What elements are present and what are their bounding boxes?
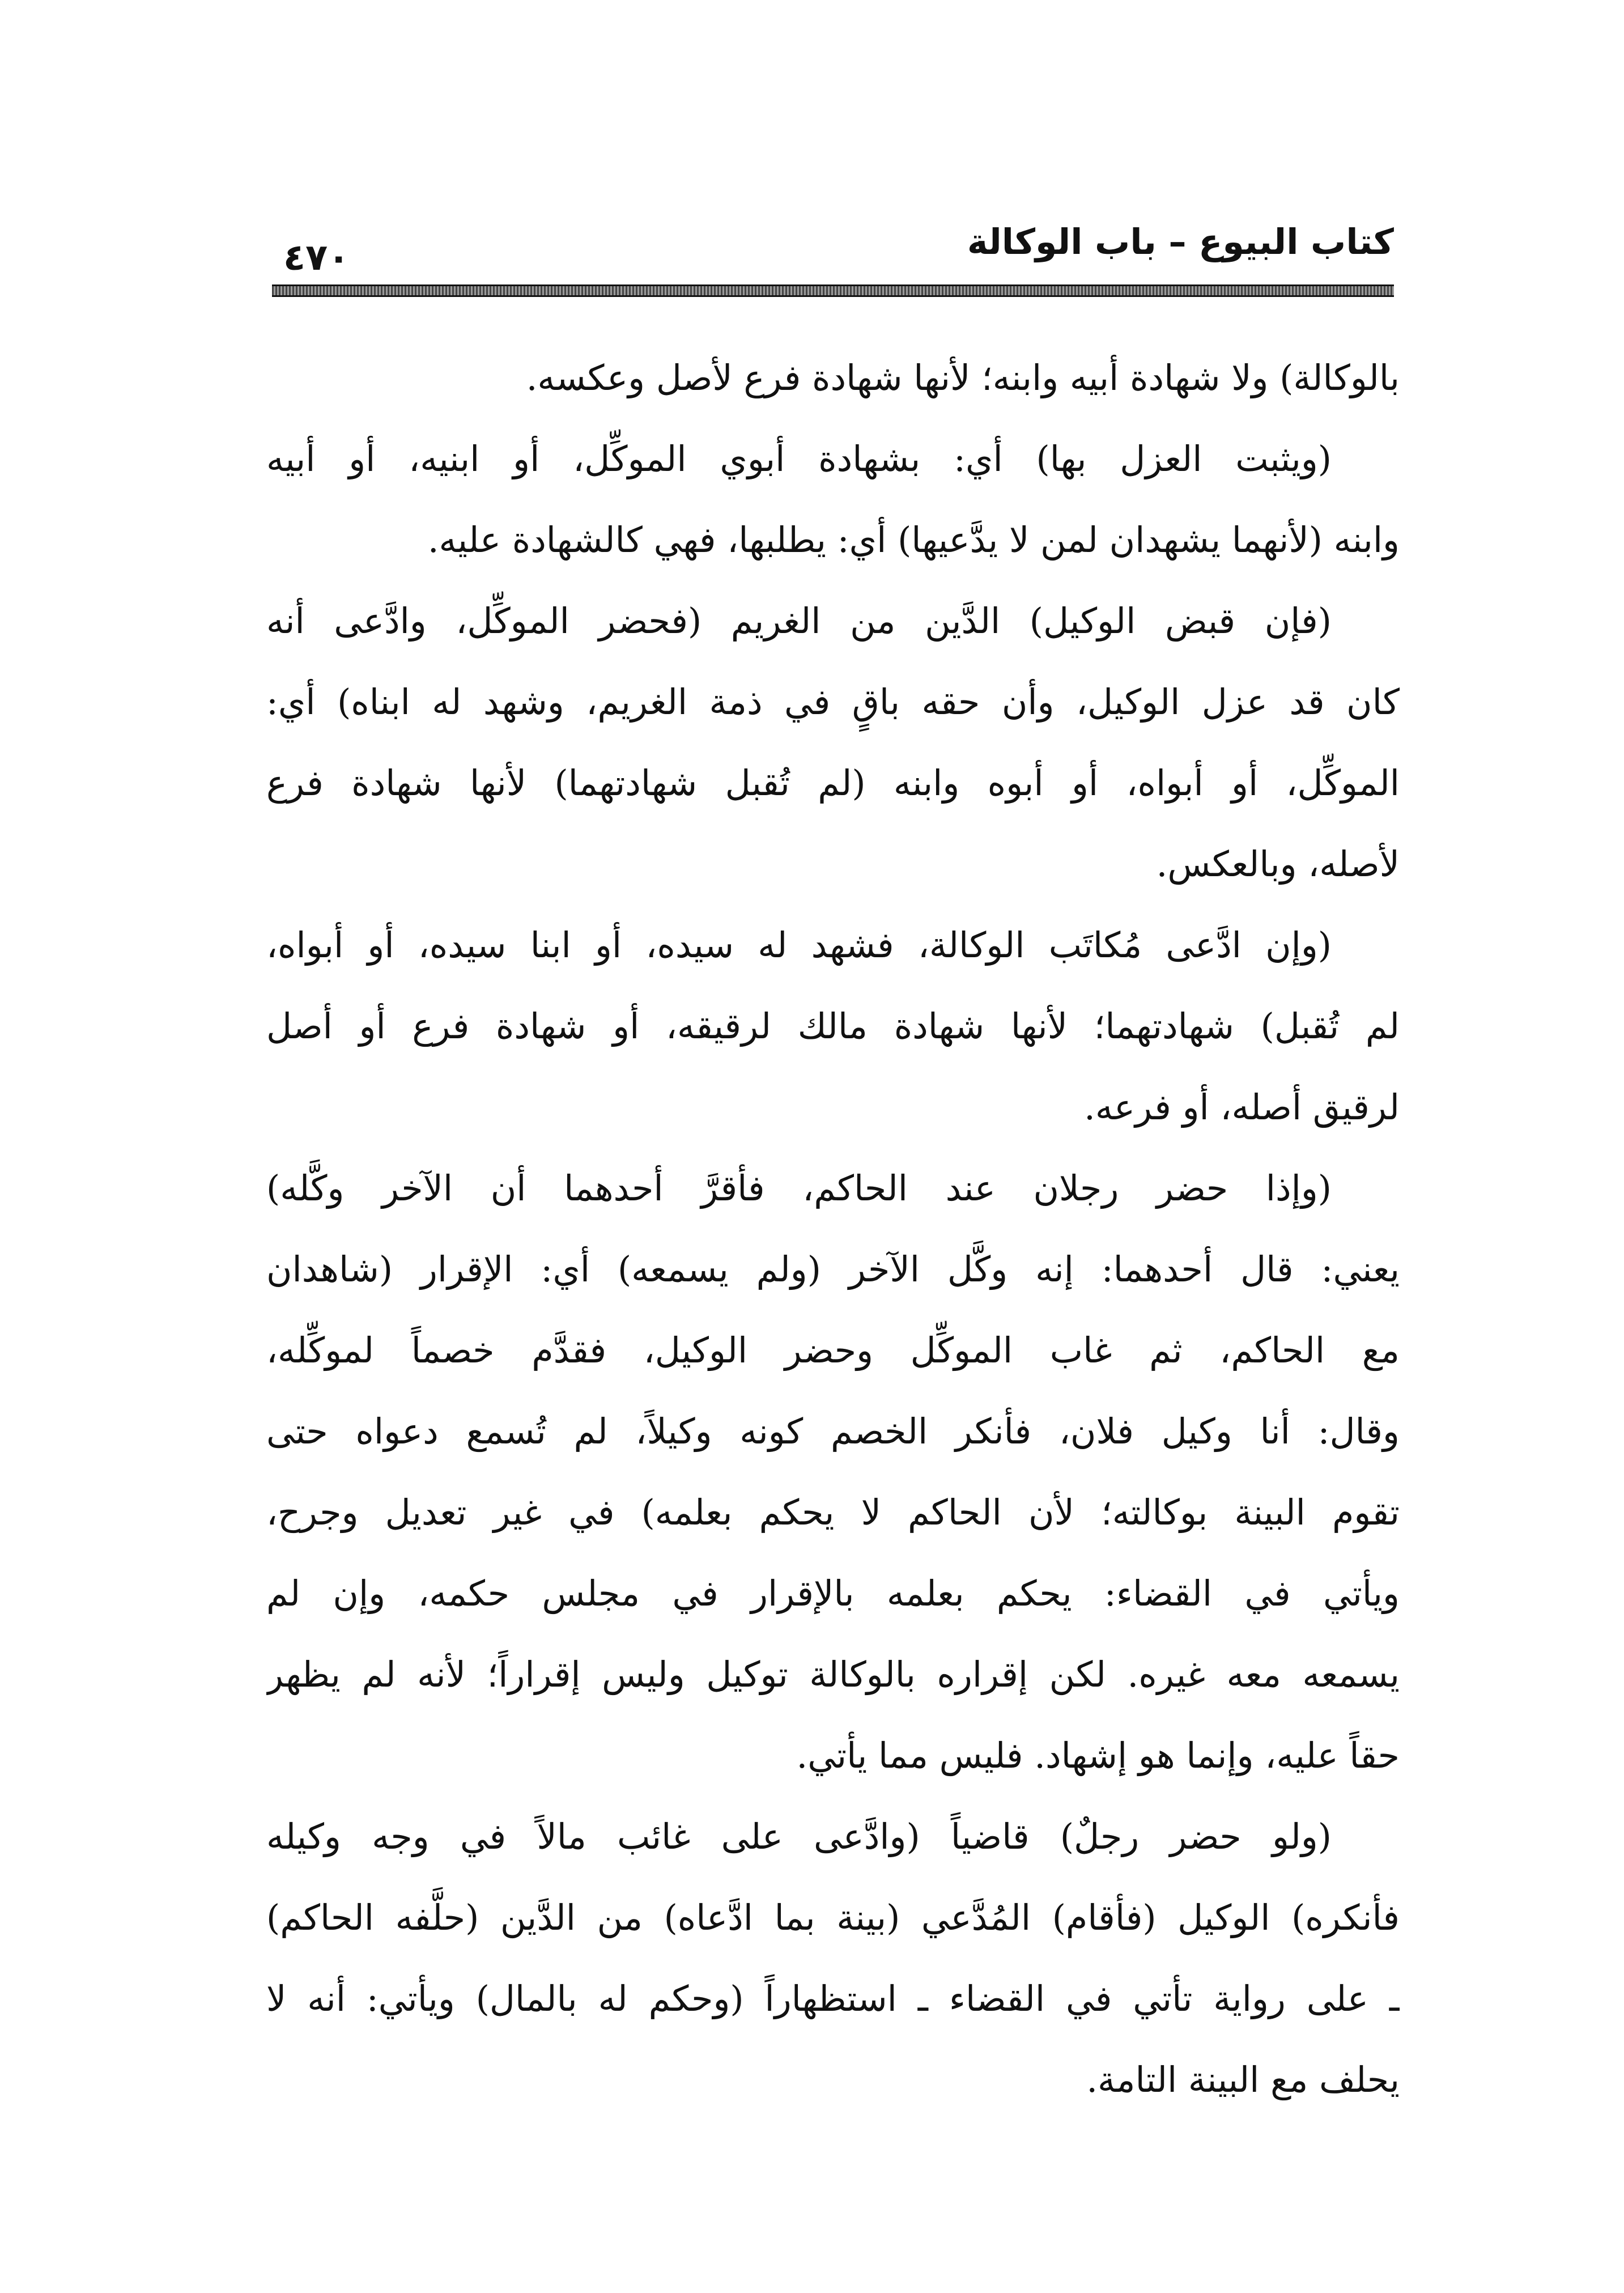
text-line: تقوم البينة بوكالته؛ لأن الحاكم لا يحكم بعلمه) في غير تعديل وجرح، bbox=[266, 1492, 1400, 1533]
text-line: يسمعه معه غيره. لكن إقراره بالوكالة توكيل وليس إقراراً؛ لأنه لم يظهر bbox=[266, 1654, 1400, 1695]
header-divider bbox=[272, 284, 1394, 297]
body-text bbox=[266, 337, 1400, 2120]
text-line: يعني: قال أحدهما: إنه وكَّل الآخر (ولم يسمعه) أي: الإقرار (شاهدان bbox=[266, 1249, 1400, 1290]
text-line: لرقيق أصله، أو فرعه. bbox=[1084, 1086, 1400, 1128]
page-number: ٤٧٠ bbox=[283, 237, 350, 279]
text-line: (ويثبت العزل بها) أي: بشهادة أبوي الموكِّل، أو ابنيه، أو أبيه bbox=[266, 438, 1332, 479]
text-line: ـ على رواية تأتي في القضاء ـ استظهاراً (وحكم له بالمال) ويأتي: أنه لا bbox=[266, 1978, 1400, 2019]
running-title: كتاب البيوع – باب الوكالة bbox=[967, 221, 1394, 262]
text-line: مع الحاكم، ثم غاب الموكِّل وحضر الوكيل، فقدَّم خصماً لموكِّله، bbox=[266, 1330, 1400, 1371]
text-line: فأنكره) الوكيل (فأقام) المُدَّعي (بينة بما ادَّعاه) من الدَّين (حلَّفه الحاكم) bbox=[266, 1897, 1400, 1938]
text-line: حقاً عليه، وإنما هو إشهاد. فليس مما يأتي. bbox=[796, 1735, 1400, 1776]
text-line: بالوكالة) ولا شهادة أبيه وابنه؛ لأنها شهادة فرع لأصل وعكسه. bbox=[526, 357, 1400, 398]
text-line: ويأتي في القضاء: يحكم بعلمه بالإقرار في مجلس حكمه، وإن لم bbox=[266, 1573, 1400, 1614]
text-line: الموكِّل، أو أبواه، أو أبوه وابنه (لم تُقبل شهادتهما) لأنها شهادة فرع bbox=[266, 762, 1400, 804]
text-line: (وإن ادَّعى مُكاتَب الوكالة، فشهد له سيده، أو ابنا سيده، أو أبواه، bbox=[266, 924, 1332, 966]
text-line: لم تُقبل) شهادتهما؛ لأنها شهادة مالك لرقيقه، أو شهادة فرع أو أصل bbox=[266, 1005, 1400, 1047]
text-line: يحلف مع البينة التامة. bbox=[1086, 2059, 1400, 2100]
text-line: (فإن قبض الوكيل) الدَّين من الغريم (فحضر الموكِّل، وادَّعى أنه bbox=[266, 600, 1332, 642]
text-line: وقال: أنا وكيل فلان، فأنكر الخصم كونه وكيلاً، لم تُسمع دعواه حتى bbox=[266, 1411, 1400, 1452]
page-header bbox=[272, 215, 1394, 278]
text-line: وابنه (لأنهما يشهدان لمن لا يدَّعيها) أي: يطلبها، فهي كالشهادة عليه. bbox=[427, 519, 1400, 560]
text-line: (ولو حضر رجلٌ) قاضياً (وادَّعى على غائب مالاً في وجه وكيله bbox=[266, 1816, 1332, 1857]
text-line: (وإذا حضر رجلان عند الحاكم، فأقرَّ أحدهما أن الآخر وكَّله) bbox=[266, 1167, 1332, 1209]
text-line: كان قد عزل الوكيل، وأن حقه باقٍ في ذمة الغريم، وشهد له ابناه) أي: bbox=[266, 681, 1400, 723]
text-line: لأصله، وبالعكس. bbox=[1156, 843, 1400, 885]
